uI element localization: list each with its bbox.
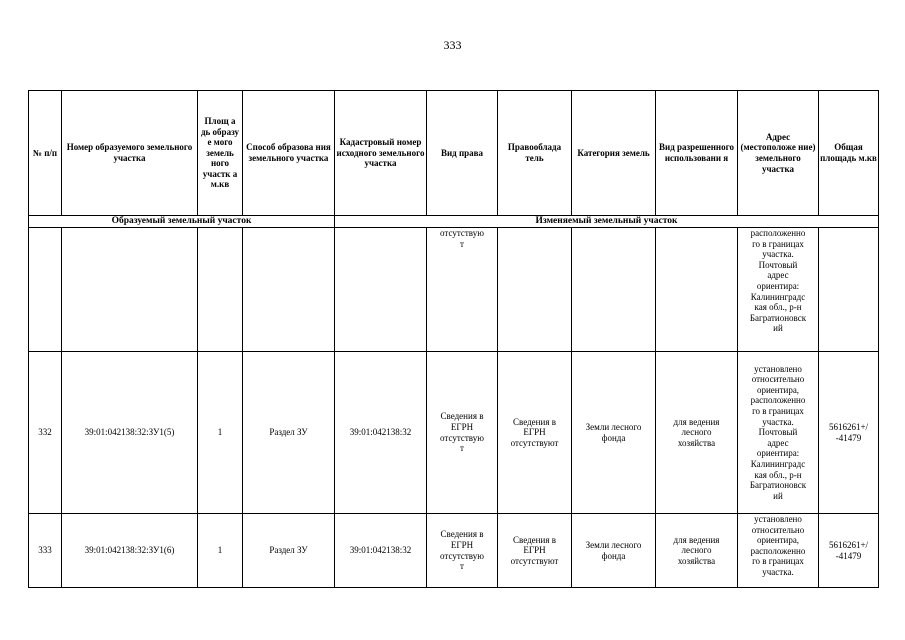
cell-holder xyxy=(498,514,572,588)
header-category: Категория земель xyxy=(572,91,656,216)
header-address: Адрес (местоположе ние) земельного участка xyxy=(738,91,819,216)
cell-right-type xyxy=(427,352,498,514)
cell-address xyxy=(738,228,819,352)
cell-address-text: установлено относительно ориентира, расположенно го в границах участка. Почтовый адрес ориентира: Калининградс кая обл., р-н Багратионовск ий xyxy=(749,363,807,501)
cell-right-type-text: Сведения в ЕГРН отсутствую т xyxy=(440,529,484,572)
cell-total-area-text: 5616261+/ -41479 xyxy=(828,421,869,443)
cell-right-type xyxy=(427,228,498,352)
cell-area xyxy=(198,228,243,352)
cell-address xyxy=(738,514,819,588)
cell-right-type-text: отсутствую т xyxy=(440,228,484,249)
cell-permitted-use xyxy=(656,228,738,352)
page-number: 333 xyxy=(443,38,462,52)
cell-area: 1 xyxy=(198,514,243,588)
cell-total-area xyxy=(819,514,879,588)
cell-total-area-text: 5616261+/ -41479 xyxy=(828,539,869,561)
cell-parcel-number xyxy=(62,228,198,352)
cell-cadastral xyxy=(335,228,427,352)
cell-method: Раздел ЗУ xyxy=(243,514,335,588)
cell-permitted-use-text: для ведения лесного хозяйства xyxy=(673,534,720,566)
cell-category-text: Земли лесного фонда xyxy=(585,539,642,561)
cell-category-text: Земли лесного фонда xyxy=(585,421,642,443)
cell-total-area xyxy=(819,228,879,352)
table-row xyxy=(29,514,879,588)
cell-parcel-number: 39:01:042138:32:ЗУ1(6) xyxy=(62,514,198,588)
header-num: № п/п xyxy=(29,91,62,216)
header-total-area: Общая площадь м.кв xyxy=(819,91,879,216)
table-row xyxy=(29,352,879,514)
cell-permitted-use xyxy=(656,352,738,514)
cell-right-type xyxy=(427,514,498,588)
header-permitted-use: Вид разрешенного использовани я xyxy=(656,91,738,216)
cell-permitted-use xyxy=(656,514,738,588)
header-right-type: Вид права xyxy=(427,91,498,216)
header-method: Способ образова ния земельного участка xyxy=(243,91,335,216)
cell-category xyxy=(572,228,656,352)
cell-num: 333 xyxy=(29,514,62,588)
section-formed: Образуемый земельный участок xyxy=(29,216,335,228)
header-holder: Правооблада тель xyxy=(498,91,572,216)
header-cadastral: Кадастровый номер исходного земельного участка xyxy=(335,91,427,216)
cell-holder-text: Сведения в ЕГРН отсутствуют xyxy=(510,534,559,566)
cell-category xyxy=(572,352,656,514)
section-row xyxy=(29,216,879,228)
cell-address-text: расположенно го в границах участка. Почтовый адрес ориентира: Калининградс кая обл., р-н Багратионовск ий xyxy=(749,228,807,334)
cell-num xyxy=(29,228,62,352)
header-row xyxy=(29,91,879,216)
cell-method xyxy=(243,228,335,352)
cell-num: 332 xyxy=(29,352,62,514)
cell-total-area xyxy=(819,352,879,514)
cell-parcel-number: 39:01:042138:32:ЗУ1(5) xyxy=(62,352,198,514)
header-parcel-number: Номер образуемого земельного участка xyxy=(62,91,198,216)
cell-right-type-text: Сведения в ЕГРН отсутствую т xyxy=(440,411,484,454)
cell-address-text: установлено относительно ориентира, расположенно го в границах участка. xyxy=(750,514,806,577)
cell-holder xyxy=(498,352,572,514)
cell-holder xyxy=(498,228,572,352)
header-area: Площ а дь образу е мого земель ного участк а м.кв xyxy=(198,91,243,216)
cell-method: Раздел ЗУ xyxy=(243,352,335,514)
cell-area: 1 xyxy=(198,352,243,514)
cell-address xyxy=(738,352,819,514)
cell-permitted-use-text: для ведения лесного хозяйства xyxy=(673,416,720,448)
cell-cadastral: 39:01:042138:32 xyxy=(335,514,427,588)
land-parcel-table xyxy=(28,90,879,588)
cell-cadastral: 39:01:042138:32 xyxy=(335,352,427,514)
cell-category xyxy=(572,514,656,588)
table-row xyxy=(29,228,879,352)
cell-holder-text: Сведения в ЕГРН отсутствуют xyxy=(510,416,559,448)
section-changed: Изменяемый земельный участок xyxy=(335,216,879,228)
